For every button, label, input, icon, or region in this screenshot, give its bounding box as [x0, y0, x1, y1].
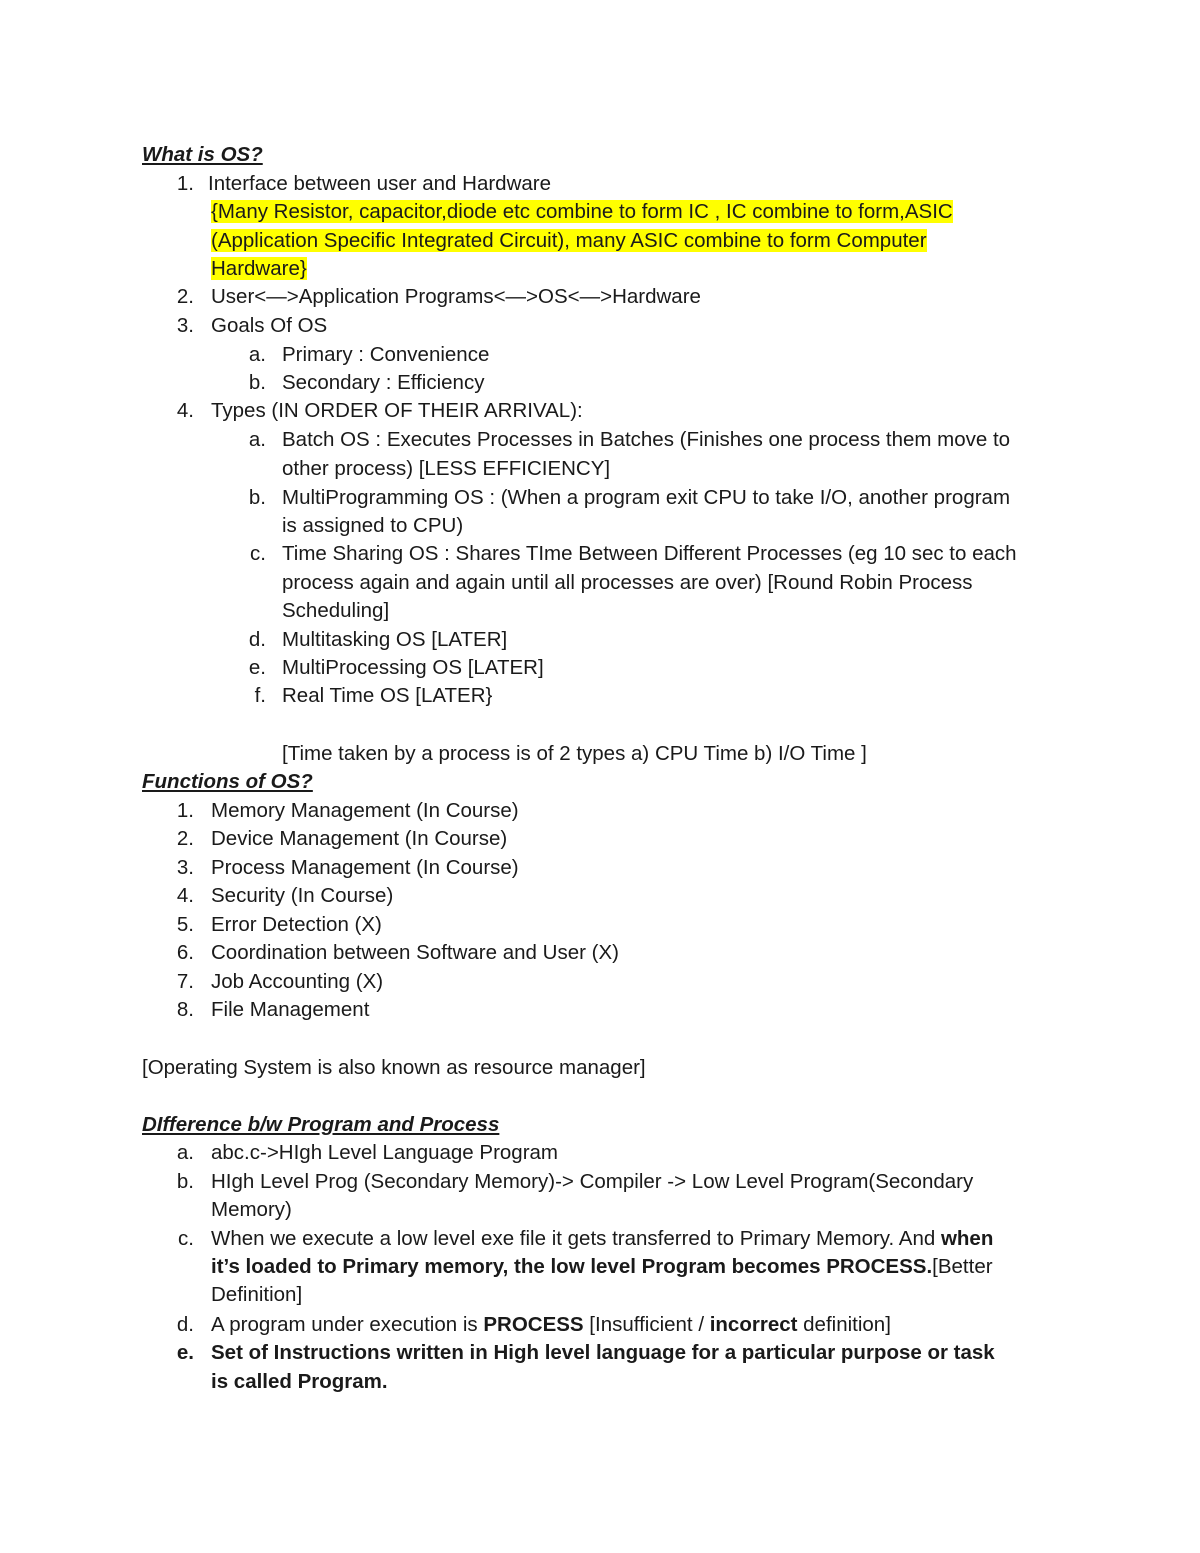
list-marker: 2.: [176, 285, 194, 308]
list-item-continuation: Scheduling]: [282, 599, 390, 622]
list-item: Types (IN ORDER OF THEIR ARRIVAL):: [211, 399, 583, 422]
list-marker: 4.: [176, 399, 194, 422]
list-item: A program under execution is PROCESS [Insufficient / incorrect definition]: [211, 1313, 891, 1336]
list-marker: 1.: [176, 799, 194, 822]
list-marker: 4.: [176, 884, 194, 907]
list-item: Batch OS : Executes Processes in Batches (Finishes one process them move to: [282, 428, 1011, 451]
list-marker: d.: [176, 1313, 194, 1336]
list-marker: b.: [176, 1170, 194, 1193]
list-marker: a.: [248, 428, 266, 451]
list-marker: 1.: [176, 172, 194, 195]
list-item: MultiProcessing OS [LATER]: [282, 656, 544, 679]
heading-difference: DIfference b/w Program and Process: [142, 1113, 500, 1136]
highlighted-note: Hardware}: [211, 257, 307, 280]
heading-what-is-os: What is OS?: [142, 143, 263, 166]
list-item: Set of Instructions written in High level language for a particular purpose or task: [211, 1341, 995, 1364]
list-item: User<—>Application Programs<—>OS<—>Hardware: [211, 285, 701, 308]
list-item: Multitasking OS [LATER]: [282, 628, 508, 651]
list-marker: e.: [176, 1341, 194, 1364]
list-item: Interface between user and Hardware: [208, 172, 552, 195]
list-item-continuation: it’s loaded to Primary memory, the low level Program becomes PROCESS.[Better: [211, 1255, 993, 1278]
list-marker: c.: [178, 1227, 194, 1250]
list-item: Real Time OS [LATER}: [282, 684, 493, 707]
list-item: Coordination between Software and User (X): [211, 941, 619, 964]
highlighted-note: {Many Resistor, capacitor,diode etc combine to form IC , IC combine to form,ASIC: [211, 200, 953, 223]
list-item: Process Management (In Course): [211, 856, 519, 879]
list-item: Primary : Convenience: [282, 343, 490, 366]
list-marker: d.: [248, 628, 266, 651]
list-item: When we execute a low level exe file it gets transferred to Primary Memory. And when: [211, 1227, 994, 1250]
list-item-continuation: other process) [LESS EFFICIENCY]: [282, 457, 611, 480]
list-marker: c.: [250, 542, 266, 565]
list-item: Job Accounting (X): [211, 970, 384, 993]
list-marker: e.: [248, 656, 266, 679]
list-item: Time Sharing OS : Shares TIme Between Different Processes (eg 10 sec to each: [282, 542, 1017, 565]
list-marker: 3.: [176, 856, 194, 879]
list-marker: a.: [176, 1141, 194, 1164]
list-item: HIgh Level Prog (Secondary Memory)-> Compiler -> Low Level Program(Secondary: [211, 1170, 974, 1193]
list-item-continuation: Definition]: [211, 1283, 303, 1306]
list-item: Goals Of OS: [211, 314, 328, 337]
list-marker: a.: [248, 343, 266, 366]
list-item: Security (In Course): [211, 884, 394, 907]
list-item-continuation: Memory): [211, 1198, 292, 1221]
list-item: abc.c->HIgh Level Language Program: [211, 1141, 559, 1164]
list-marker: 7.: [176, 970, 194, 993]
list-item-continuation: process again and again until all processes are over) [Round Robin Process: [282, 571, 973, 594]
list-marker: 2.: [176, 827, 194, 850]
list-marker: f.: [254, 684, 266, 707]
list-item: Error Detection (X): [211, 913, 382, 936]
heading-functions-of-os: Functions of OS?: [142, 770, 313, 793]
list-marker: b.: [248, 486, 266, 509]
list-item: MultiProgramming OS : (When a program exit CPU to take I/O, another program: [282, 486, 1011, 509]
list-marker: b.: [248, 371, 266, 394]
note: [Operating System is also known as resource manager]: [142, 1056, 646, 1079]
list-item: Memory Management (In Course): [211, 799, 519, 822]
list-marker: 5.: [176, 913, 194, 936]
list-marker: 8.: [176, 998, 194, 1021]
highlighted-note: (Application Specific Integrated Circuit), many ASIC combine to form Computer: [211, 229, 927, 252]
list-item: File Management: [211, 998, 370, 1021]
list-item: Device Management (In Course): [211, 827, 508, 850]
list-item-continuation: is called Program.: [211, 1370, 388, 1393]
list-item-continuation: is assigned to CPU): [282, 514, 464, 537]
note: [Time taken by a process is of 2 types a) CPU Time b) I/O Time ]: [282, 742, 867, 765]
list-marker: 6.: [176, 941, 194, 964]
list-item: Secondary : Efficiency: [282, 371, 485, 394]
list-marker: 3.: [176, 314, 194, 337]
